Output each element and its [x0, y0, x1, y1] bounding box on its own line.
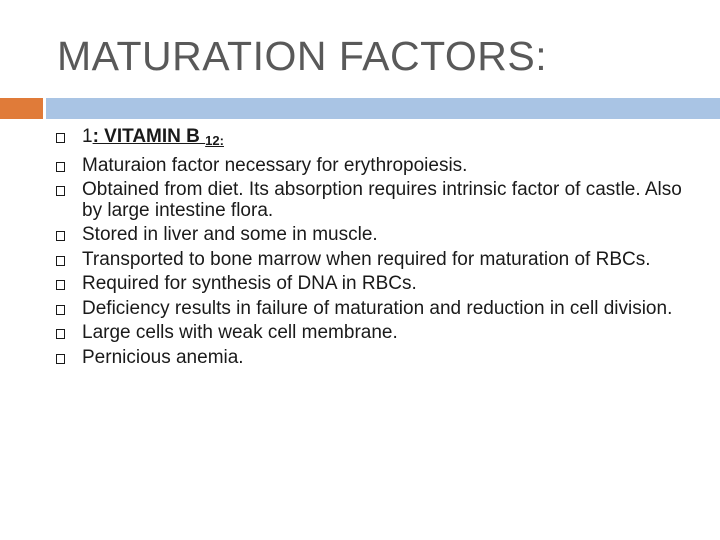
divider-orange-segment	[0, 98, 43, 119]
divider-blue-segment	[46, 98, 720, 119]
bullet-text: Transported to bone marrow when required for maturation of RBCs.	[82, 248, 651, 270]
bullet-item	[54, 274, 694, 295]
heading-subscript: 12:	[205, 133, 224, 148]
bullet-text: Large cells with weak cell membrane.	[82, 322, 398, 343]
square-bullet-icon	[56, 305, 65, 315]
square-bullet-icon	[56, 186, 65, 196]
square-bullet-icon	[56, 354, 65, 364]
bullet-list	[54, 127, 694, 372]
bullet-text: Pernicious anemia.	[82, 346, 244, 368]
square-bullet-icon	[56, 256, 65, 266]
bullet-text: Obtained from diet. Its absorption requires intrinsic factor of castle. Also by large intestine flora.	[82, 179, 682, 221]
square-bullet-icon	[56, 162, 65, 172]
bullet-text: Deficiency results in failure of maturation and reduction in cell division.	[82, 297, 673, 319]
title-divider-bar	[0, 98, 720, 119]
bullet-item	[54, 225, 694, 246]
square-bullet-icon	[56, 133, 65, 143]
bullet-text: Maturaion factor necessary for erythropoiesis.	[82, 154, 468, 176]
square-bullet-icon	[56, 280, 65, 290]
heading-vitamin-label: : VITAMIN B	[92, 126, 206, 147]
bullet-item	[54, 180, 694, 221]
bullet-item-vitamin-b12-heading	[54, 127, 694, 152]
bullet-item	[54, 250, 694, 271]
bullet-item	[54, 348, 694, 369]
bullet-text: Stored in liver and some in muscle.	[82, 224, 378, 245]
bullet-item	[54, 299, 694, 320]
bullet-item	[54, 156, 694, 177]
heading-number: 1	[82, 126, 93, 147]
bullet-text: Required for synthesis of DNA in RBCs.	[82, 273, 417, 294]
slide-title: MATURATION FACTORS:	[57, 33, 548, 79]
square-bullet-icon	[56, 329, 65, 339]
bullet-item	[54, 323, 694, 344]
square-bullet-icon	[56, 231, 65, 241]
